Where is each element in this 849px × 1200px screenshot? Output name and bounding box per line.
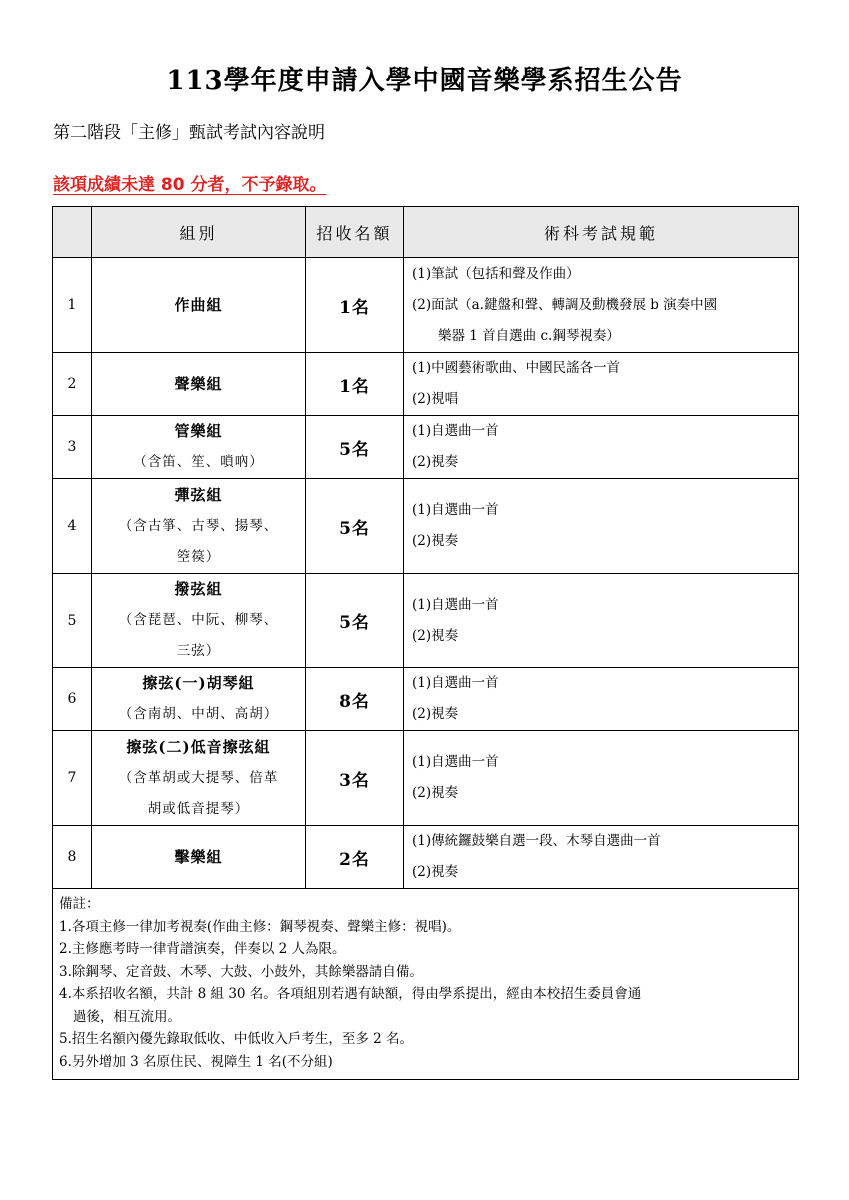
row-number: 8 <box>53 826 92 889</box>
row-number: 5 <box>53 574 92 668</box>
table-row <box>53 668 799 731</box>
exam-spec-item: (1)中國藝術歌曲、中國民謠各一首 <box>412 360 621 376</box>
notes-cell <box>53 889 799 1080</box>
group-instruments: （含南胡、中胡、高胡） <box>118 706 279 722</box>
exam-spec-cell <box>404 826 799 889</box>
notes-label: 備註： <box>59 896 100 912</box>
admission-table <box>52 206 799 1080</box>
exam-spec-item: (1)自選曲一首 <box>412 675 499 691</box>
group-instruments: 三弦） <box>176 643 221 659</box>
note-item: 1.各項主修一律加考視奏(作曲主修：鋼琴視奏、聲樂主修：視唱)。 <box>59 918 461 935</box>
row-number: 6 <box>53 668 92 731</box>
exam-spec-item: (1)筆試（包括和聲及作曲） <box>412 265 580 282</box>
note-item: 6.另外增加 3 名原住民、視障生 1 名(不分組) <box>59 1053 333 1070</box>
quota-cell: 5名 <box>306 479 404 574</box>
table-row <box>53 479 799 574</box>
quota-cell: 2名 <box>306 826 404 889</box>
group-name: 聲樂組 <box>174 374 223 393</box>
quota-cell: 5名 <box>306 416 404 479</box>
exam-spec-cell <box>404 574 799 668</box>
table-row <box>53 826 799 889</box>
exam-spec-item: (1)自選曲一首 <box>412 502 499 518</box>
exam-spec-item: (2)視奏 <box>412 706 459 722</box>
group-cell <box>92 731 306 826</box>
group-cell <box>92 668 306 731</box>
row-number: 7 <box>53 731 92 826</box>
quota-cell: 1名 <box>306 258 404 353</box>
warning-note: 該項成績未達 80 分者，不予錄取。 <box>53 175 327 195</box>
group-name: 擦弦(二)低音擦弦組 <box>126 737 271 756</box>
group-name: 管樂組 <box>174 422 223 440</box>
table-body <box>53 258 799 889</box>
table-row <box>53 731 799 826</box>
quota-cell: 5名 <box>306 574 404 668</box>
note-item: 3.除鋼琴、定音鼓、木琴、大鼓、小鼓外，其餘樂器請自備。 <box>59 963 423 980</box>
row-number: 2 <box>53 353 92 416</box>
table-row <box>53 574 799 668</box>
exam-spec-item: (2)面試（a.鍵盤和聲、轉調及動機發展 b 演奏中國 <box>412 296 718 313</box>
notes-row <box>53 889 799 1080</box>
header-exam-spec: 術科考試規範 <box>404 207 799 258</box>
group-cell <box>92 479 306 574</box>
exam-spec-item: (1)自選曲一首 <box>412 596 499 613</box>
table-header-row <box>53 207 799 258</box>
group-name: 作曲組 <box>174 295 223 314</box>
group-name: 擊樂組 <box>174 847 223 866</box>
exam-spec-item: (2)視奏 <box>412 533 459 549</box>
group-instruments: 箜篌） <box>176 548 221 565</box>
subtitle: 第二階段「主修」甄試考試內容說明 <box>53 123 325 143</box>
group-instruments: （含笛、笙、嗩吶） <box>133 454 264 470</box>
group-instruments: 胡或低音提琴） <box>147 800 250 817</box>
exam-spec-item: (2)視奏 <box>412 785 459 801</box>
row-number: 3 <box>53 416 92 479</box>
group-cell <box>92 416 306 479</box>
exam-spec-cell <box>404 668 799 731</box>
page-title: 113學年度申請入學中國音樂學系招生公告 <box>166 66 683 96</box>
group-name: 彈弦組 <box>174 485 223 504</box>
exam-spec-item: (2)視奏 <box>412 454 459 470</box>
note-item-continued: 過後，相互流用。 <box>73 1008 181 1025</box>
row-number: 1 <box>53 258 92 353</box>
exam-spec-item: (1)自選曲一首 <box>412 754 499 770</box>
group-name: 擦弦(一)胡琴組 <box>142 674 255 692</box>
group-instruments: （含革胡或大提琴、倍革 <box>118 769 279 786</box>
row-number: 4 <box>53 479 92 574</box>
header-quota: 招收名額 <box>306 207 404 258</box>
group-cell <box>92 258 306 353</box>
exam-spec-cell <box>404 416 799 479</box>
note-item: 4.本系招收名額，共計 8 組 30 名。各項組別若遇有缺額，得由學系提出，經由本校招生委員會通 <box>59 986 642 1002</box>
quota-cell: 3名 <box>306 731 404 826</box>
exam-spec-cell <box>404 353 799 416</box>
exam-spec-cell <box>404 258 799 353</box>
group-name: 撥弦組 <box>174 580 223 598</box>
group-instruments: （含古箏、古琴、揚琴、 <box>118 517 279 534</box>
table-row <box>53 258 799 353</box>
exam-spec-item: (2)視唱 <box>412 391 459 407</box>
exam-spec-cell <box>404 479 799 574</box>
note-item: 5.招生名額內優先錄取低收、中低收入戶考生，至多 2 名。 <box>59 1031 414 1047</box>
exam-spec-item: (2)視奏 <box>412 627 459 644</box>
header-index <box>53 207 92 258</box>
exam-spec-item: (1)自選曲一首 <box>412 423 499 439</box>
quota-cell: 1名 <box>306 353 404 416</box>
group-cell <box>92 353 306 416</box>
group-cell <box>92 826 306 889</box>
note-item: 2.主修應考時一律背譜演奏，伴奏以 2 人為限。 <box>59 941 346 957</box>
header-group: 組別 <box>92 207 306 258</box>
exam-spec-item: (2)視奏 <box>412 864 459 880</box>
exam-spec-item: (1)傳統鑼鼓樂自選一段、木琴自選曲一首 <box>412 833 661 849</box>
quota-cell: 8名 <box>306 668 404 731</box>
table-row <box>53 416 799 479</box>
group-instruments: （含琵琶、中阮、柳琴、 <box>118 612 279 628</box>
exam-spec-item: 樂器 1 首自選曲 c.鋼琴視奏） <box>438 327 620 344</box>
group-cell <box>92 574 306 668</box>
exam-spec-cell <box>404 731 799 826</box>
table-row <box>53 353 799 416</box>
